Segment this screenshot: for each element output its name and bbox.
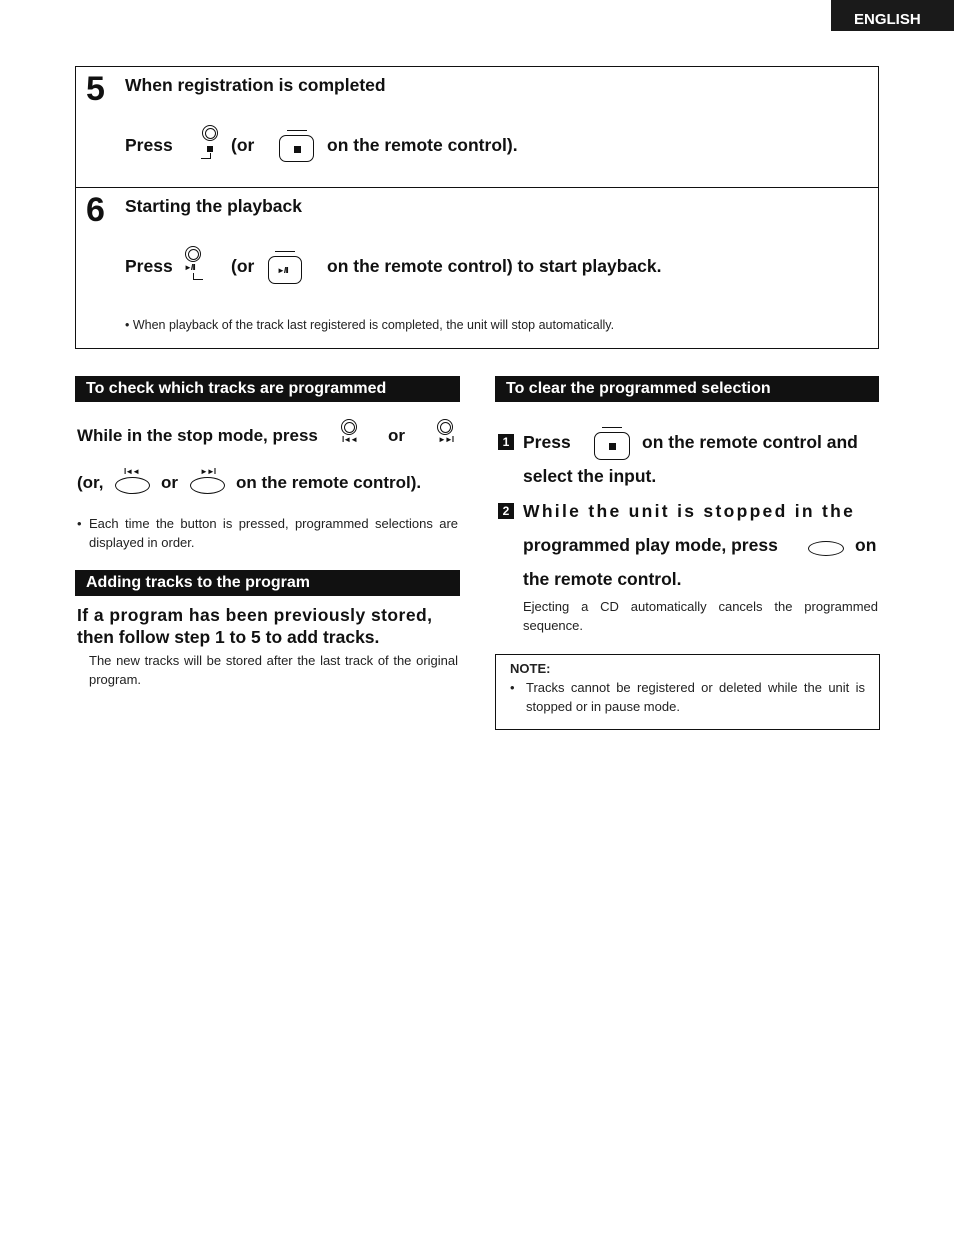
note-bullet-mark: •: [510, 680, 515, 695]
check-bullet-mark: •: [77, 516, 82, 531]
language-tab: ENGLISH: [831, 0, 954, 31]
step5-or-label: (or: [231, 135, 255, 155]
step-number-5: 5: [86, 70, 105, 108]
clear-text: Ejecting a CD automatically cancels the programmed sequence.: [523, 599, 878, 633]
step-title-5: When registration is completed: [125, 75, 386, 95]
step5-tail: on the remote control).: [327, 135, 518, 155]
step-number-6: 6: [86, 191, 105, 229]
step-divider: [75, 187, 879, 188]
clear-item2-line1: While the unit is stopped in the: [523, 501, 856, 521]
clear-item1-number: 1: [498, 434, 514, 450]
step6-tail: on the remote control) to start playback.: [327, 256, 662, 276]
check-bullet-text: Each time the button is pressed, programmed selections are displayed in order.: [89, 516, 458, 550]
step5-press-label: Press: [125, 135, 173, 155]
clear-section-heading: To clear the programmed selection: [495, 376, 879, 402]
check-section-heading: To check which tracks are programmed: [75, 376, 460, 402]
check-line2-prefix: (or,: [77, 473, 104, 492]
clear-item2-on: on: [855, 535, 877, 555]
step6-or-label: (or: [231, 256, 255, 276]
adding-section-heading: Adding tracks to the program: [75, 570, 460, 596]
remote-program-button-icon: [808, 541, 844, 556]
check-line2-tail: on the remote control).: [236, 473, 422, 492]
clear-item1-press: Press: [523, 432, 571, 452]
remote-stop-icon-clear: [594, 432, 630, 460]
check-line2-or: or: [161, 473, 178, 492]
step6-press-label: Press: [125, 256, 173, 276]
remote-stop-icon: [279, 135, 314, 162]
adding-text: The new tracks will be stored after the last track of the original program.: [89, 653, 458, 687]
note-title: NOTE:: [510, 661, 551, 676]
step6-note: • When playback of the track last registered is completed, the unit will stop automatically.: [125, 318, 615, 332]
clear-item1-line2: select the input.: [523, 466, 657, 486]
clear-item2-line3: the remote control.: [523, 569, 682, 589]
check-line1-text: While in the stop mode, press: [77, 426, 318, 445]
clear-item1-tail: on the remote control and: [642, 432, 858, 452]
clear-item2-line2: programmed play mode, press: [523, 535, 778, 555]
clear-item2-number: 2: [498, 503, 514, 519]
step-title-6: Starting the playback: [125, 196, 302, 216]
adding-bold-line1: If a program has been previously stored,: [77, 605, 433, 625]
note-text: Tracks cannot be registered or deleted while the unit is stopped or in pause mode.: [526, 680, 865, 714]
remote-play-pause-icon: ►/II: [268, 256, 302, 284]
check-line1-or: or: [388, 426, 405, 445]
adding-bold-line2: then follow step 1 to 5 to add tracks.: [77, 627, 380, 647]
